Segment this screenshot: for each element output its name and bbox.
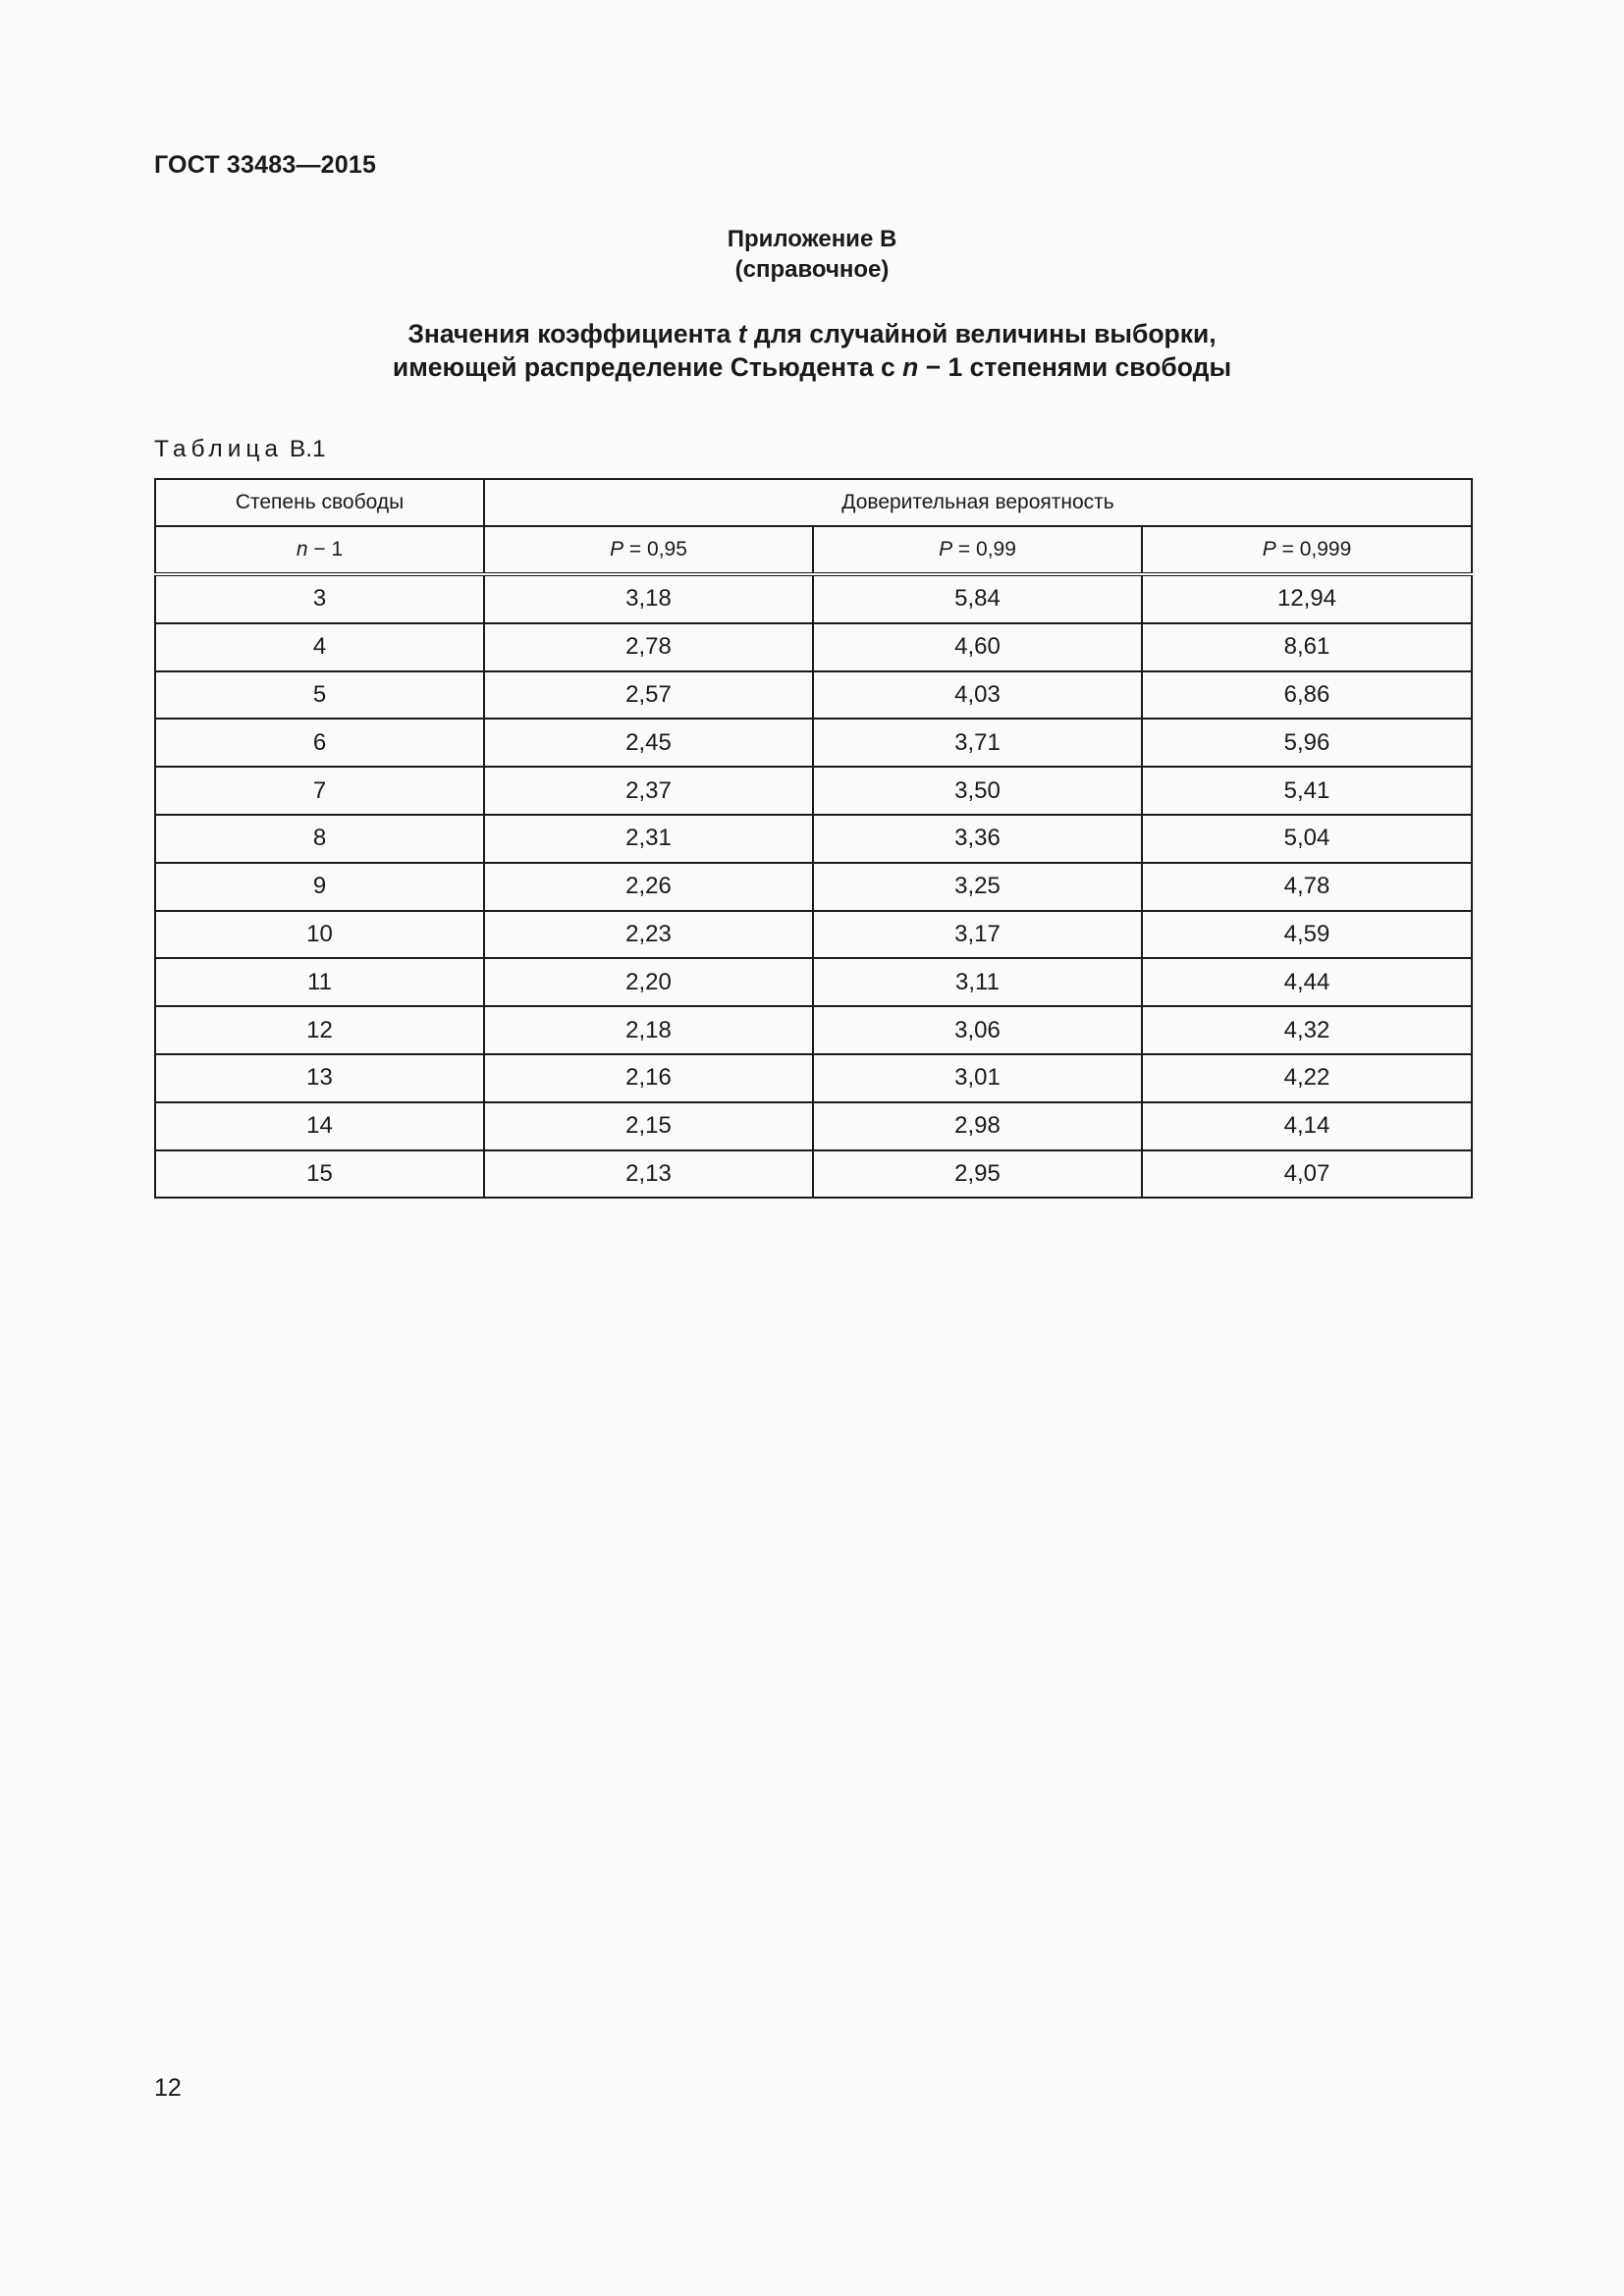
table-cell: 2,37 <box>484 767 813 815</box>
table-cell: 8 <box>155 815 484 863</box>
table-cell: 5 <box>155 671 484 720</box>
table-cell: 4 <box>155 623 484 671</box>
table-cell: 2,20 <box>484 958 813 1006</box>
table-caption-word: Таблица <box>154 436 284 462</box>
table-cell: 5,84 <box>813 574 1142 623</box>
table-row <box>155 1054 1472 1102</box>
table-cell: 12,94 <box>1142 574 1472 623</box>
table-header-row <box>155 479 1472 526</box>
subheader-variable: P <box>939 538 953 561</box>
table-row <box>155 1102 1472 1150</box>
table-row <box>155 574 1472 623</box>
table-row <box>155 911 1472 959</box>
table-row <box>155 767 1472 815</box>
table-cell: 13 <box>155 1054 484 1102</box>
table-cell: 4,44 <box>1142 958 1472 1006</box>
column-header-confidence: Доверительная вероятность <box>484 479 1472 526</box>
table-cell: 4,22 <box>1142 1054 1472 1102</box>
column-header-degrees: Степень свободы <box>155 479 484 526</box>
table-cell: 5,41 <box>1142 767 1472 815</box>
table-cell: 2,45 <box>484 719 813 767</box>
table-cell: 4,07 <box>1142 1150 1472 1199</box>
table-row <box>155 1006 1472 1054</box>
table-cell: 7 <box>155 767 484 815</box>
table-cell: 10 <box>155 911 484 959</box>
subheader-variable: n <box>296 538 308 561</box>
heading-text: Значения коэффициента <box>407 319 738 348</box>
appendix-title: Приложение В <box>727 226 897 252</box>
table-cell: 6 <box>155 719 484 767</box>
heading-variable-n: n <box>902 352 919 382</box>
table-cell: 2,95 <box>813 1150 1142 1199</box>
document-id: ГОСТ 33483—2015 <box>154 151 377 179</box>
table-cell: 8,61 <box>1142 623 1472 671</box>
subheader-p-0999 <box>1142 526 1472 574</box>
table-cell: 4,78 <box>1142 863 1472 911</box>
table-cell: 3,01 <box>813 1054 1142 1102</box>
table-cell: 4,60 <box>813 623 1142 671</box>
table-cell: 2,98 <box>813 1102 1142 1150</box>
page-number: 12 <box>154 2074 182 2102</box>
table-row <box>155 958 1472 1006</box>
table-cell: 2,16 <box>484 1054 813 1102</box>
section-heading-line-1 <box>0 319 1624 349</box>
table-subheader-row <box>155 526 1472 574</box>
heading-text: для случайной величины выборки, <box>746 319 1217 348</box>
table-cell: 3,11 <box>813 958 1142 1006</box>
table-cell: 15 <box>155 1150 484 1199</box>
table-cell: 3,06 <box>813 1006 1142 1054</box>
table-cell: 3 <box>155 574 484 623</box>
table-cell: 2,23 <box>484 911 813 959</box>
subheader-variable: P <box>1262 538 1276 561</box>
table-row <box>155 719 1472 767</box>
subheader-text: = 0,999 <box>1275 538 1352 561</box>
table-cell: 2,31 <box>484 815 813 863</box>
table-cell: 4,32 <box>1142 1006 1472 1054</box>
table-cell: 6,86 <box>1142 671 1472 720</box>
heading-text: − 1 степенями свободы <box>918 352 1232 382</box>
table-cell: 12 <box>155 1006 484 1054</box>
table-cell: 3,25 <box>813 863 1142 911</box>
table-caption <box>154 436 326 463</box>
table-cell: 3,71 <box>813 719 1142 767</box>
heading-text: имеющей распределение Стьюдента с <box>392 352 903 382</box>
table-cell: 2,78 <box>484 623 813 671</box>
table-row <box>155 671 1472 720</box>
table-cell: 2,13 <box>484 1150 813 1199</box>
section-heading-line-2 <box>0 352 1624 383</box>
subheader-text: = 0,95 <box>623 538 687 561</box>
table-cell: 2,57 <box>484 671 813 720</box>
table-cell: 3,50 <box>813 767 1142 815</box>
table-cell: 4,14 <box>1142 1102 1472 1150</box>
table-cell: 2,15 <box>484 1102 813 1150</box>
table-cell: 14 <box>155 1102 484 1150</box>
table-cell: 2,18 <box>484 1006 813 1054</box>
table-cell: 3,17 <box>813 911 1142 959</box>
appendix-kind: (справочное) <box>734 256 890 283</box>
table-cell: 3,36 <box>813 815 1142 863</box>
subheader-p-095 <box>484 526 813 574</box>
subheader-n-minus-1 <box>155 526 484 574</box>
table-cell: 4,59 <box>1142 911 1472 959</box>
table-cell: 2,26 <box>484 863 813 911</box>
subheader-variable: P <box>610 538 624 561</box>
subheader-text: − 1 <box>307 538 344 561</box>
heading-variable-t: t <box>737 319 747 348</box>
table-caption-number: В.1 <box>289 436 326 462</box>
table-row <box>155 815 1472 863</box>
table-row <box>155 1150 1472 1199</box>
table-cell: 5,04 <box>1142 815 1472 863</box>
student-t-table <box>154 478 1473 1199</box>
table-row <box>155 623 1472 671</box>
subheader-text: = 0,99 <box>952 538 1016 561</box>
subheader-p-099 <box>813 526 1142 574</box>
table-cell: 11 <box>155 958 484 1006</box>
table-cell: 9 <box>155 863 484 911</box>
table-cell: 3,18 <box>484 574 813 623</box>
table-cell: 4,03 <box>813 671 1142 720</box>
table-cell: 5,96 <box>1142 719 1472 767</box>
table-row <box>155 863 1472 911</box>
